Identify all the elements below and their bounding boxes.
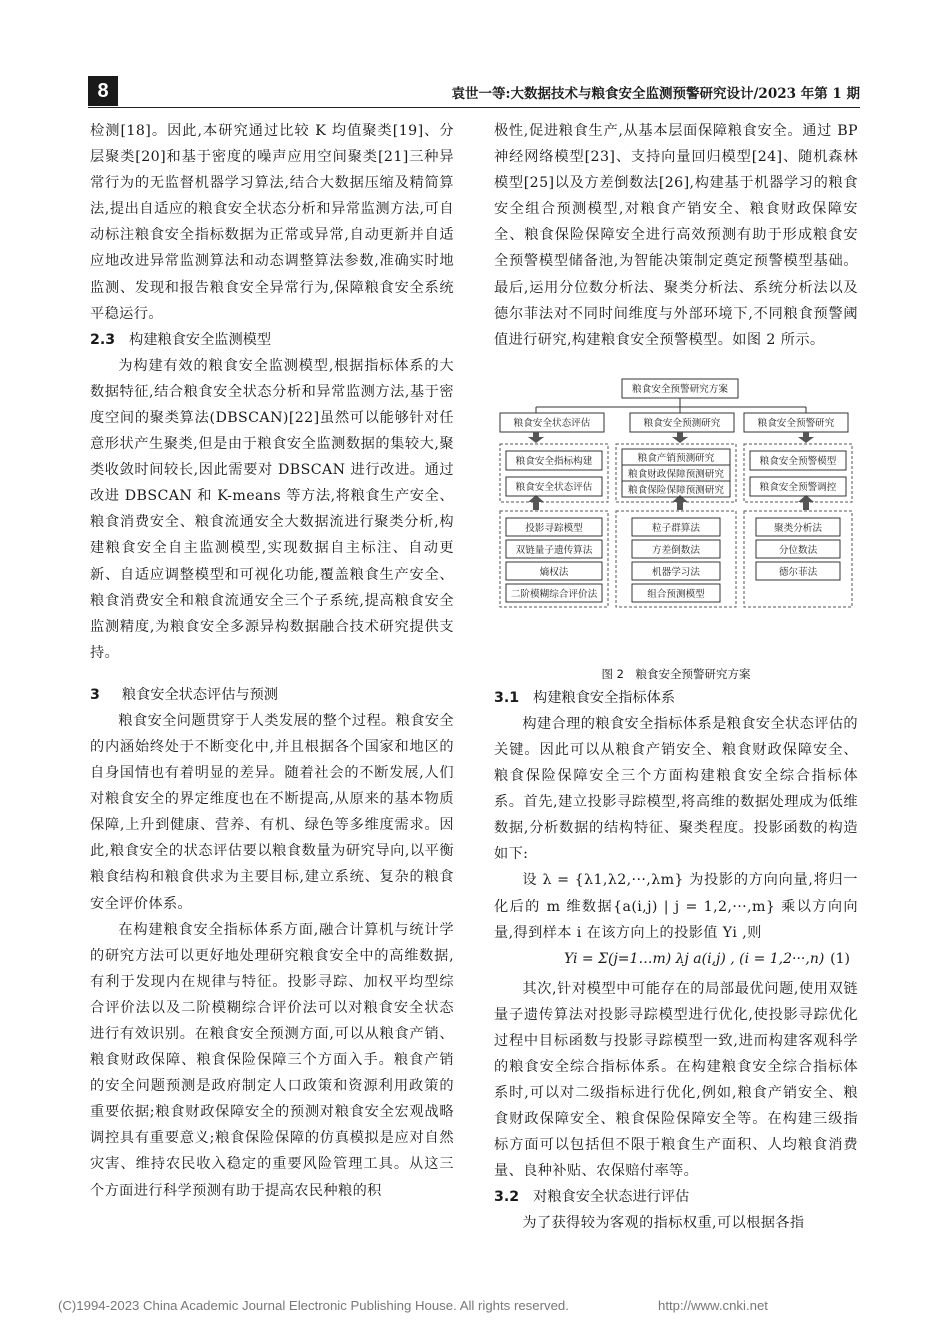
- col2-mid-item: 粮食产销预测研究: [637, 452, 715, 464]
- col1-mid-item: 粮食安全状态评估: [515, 481, 593, 493]
- paragraph: 构建合理的粮食安全指标体系是粮食安全状态评估的关键。因此可以从粮食产销安全、粮食财政保障安全、粮食保险保障安全三个方面构建粮食安全综合指标体系。首先,建立投影寻踪模型,将高维的数据处理成为低维数据,分析数据的结构特征、聚类程度。投影函数的构造如下:: [494, 715, 858, 863]
- col2-bottom-item: 机器学习法: [652, 566, 700, 578]
- root-label: 粮食安全预警研究方案: [632, 383, 728, 395]
- running-title: 袁世一等:大数据技术与粮食安全监测预警研究设计/2023 年第 1 期: [451, 86, 860, 102]
- col3-bottom-item: 聚类分析法: [774, 522, 822, 534]
- section-heading-2-3: 2.3 构建粮食安全监测模型: [90, 331, 272, 348]
- section-heading-3-1: 3.1 构建粮食安全指标体系: [494, 689, 676, 706]
- paragraph: 为构建有效的粮食安全监测模型,根据指标体系的大数据特征,结合粮食安全状态分析和异常监测方法,基于密度空间的聚类算法(DBSCAN)[22]虽然可以能够针对任意形状产生聚类,但是由于粮食安全监测数据的集较大,聚类收敛时间较长,因此需要对 DBSCAN 进行改进。通过改进 DBSCAN 和 K-means 等方法,将粮食生产安全、粮食消费安全、粮食流通安全大数据流进行聚类分析,构建粮食安全自主监测模型,实现数据自主标注、自动更新、自适应调整模型和可视化功能,覆盖粮食生产安全、粮食消费安全和粮食流通安全三个子系统,提高粮食安全监测精度,为粮食安全多源异构数据融合技术研究提供支持。: [90, 357, 454, 661]
- col1-bottom-item: 投影寻踪模型: [525, 522, 583, 534]
- col1-bottom-item: 双链量子遗传算法: [515, 544, 593, 556]
- col3-mid-item: 粮食安全预警模型: [759, 455, 837, 467]
- col2-mid-item: 粮食保险保障预测研究: [628, 484, 724, 496]
- col2-bottom-item: 粒子群算法: [652, 522, 700, 534]
- paragraph: 为了获得较为客观的指标权重,可以根据各指: [522, 1215, 805, 1232]
- equation-number: (1): [830, 950, 850, 967]
- section-heading-3-2: 3.2 对粮食安全状态进行评估: [494, 1189, 690, 1206]
- left-column: [90, 118, 454, 1204]
- col2-head: 粮食安全预测研究: [643, 417, 721, 429]
- col3-bottom-item: 德尔菲法: [778, 566, 818, 578]
- right-column: [494, 118, 858, 1237]
- col2-bottom-item: 组合预测模型: [647, 588, 705, 600]
- equation-1: [494, 946, 858, 976]
- paragraph: 检测[18]。因此,本研究通过比较 K 均值聚类[19]、分层聚类[20]和基于密度的噪声应用空间聚类[21]三种异常行为的无监督机器学习算法,结合大数据压缩及精简算法,提出自适应的粮食安全状态分析和异常监测方法,可自动标注粮食安全指标数据为正常或异常,自动更新并自适应地改进异常监测算法和动态调整算法参数,准确实时地监测、发现和报告粮食安全异常行为,保障粮食安全系统平稳运行。: [90, 123, 454, 322]
- col1-bottom-item: 二阶模糊综合评价法: [510, 588, 598, 600]
- col1-mid-item: 粮食安全指标构建: [515, 455, 593, 467]
- page-number: 8: [88, 76, 118, 106]
- footer: [58, 1298, 768, 1313]
- copyright-notice: (C)1994-2023 China Academic Journal Electronic Publishing House. All rights reserved.: [58, 1298, 569, 1313]
- col1-bottom-item: 熵权法: [539, 566, 569, 578]
- flowchart-diagram: [494, 373, 858, 665]
- paragraph: 粮食安全问题贯穿于人类发展的整个过程。粮食安全的内涵始终处于不断变化中,并且根据各个国家和地区的自身国情也有着明显的差异。随着社会的不断发展,人们对粮食安全的界定维度也在不断提高,从原来的基本物质保障,上升到健康、营养、有机、绿色等多维度需求。因此,粮食安全的状态评估要以粮食数量为研究导向,以平衡粮食结构和粮食供求为主要目标,建立系统、复杂的粮食安全评价体系。: [90, 712, 454, 912]
- header-rule: [88, 107, 860, 108]
- col2-bottom-item: 方差倒数法: [652, 544, 700, 556]
- col3-mid-item: 粮食安全预警调控: [759, 481, 837, 493]
- equation-body: Yi = Σ(j=1…m) λj a(i,j) , (i = 1,2···,n): [564, 950, 825, 967]
- col3-bottom-item: 分位数法: [778, 544, 818, 556]
- paragraph: 设 λ = {λ1,λ2,···,λm} 为投影的方向向量,将归一化后的 m 维数据{a(i,j) | j = 1,2,···,m} 乘以方向向量,得到样本 i 在该方向上的投影值 Yi ,则: [494, 872, 858, 941]
- figure-caption: 图 2 粮食安全预警研究方案: [601, 666, 751, 681]
- figure-2: [494, 373, 858, 665]
- col2-mid-item: 粮食财政保障预测研究: [628, 468, 724, 480]
- paragraph: 其次,针对模型中可能存在的局部最优问题,使用双链量子遗传算法对投影寻踪模型进行优化,使投影寻踪优化过程中目标函数与投影寻踪模型一致,进而构建客观科学的粮食安全综合指标体系。在构建粮食安全综合指标体系时,可以对二级指标进行优化,例如,粮食产销安全、粮食财政保障安全、粮食保险保障安全等。在构建三级指标方面可以包括但不限于粮食生产面积、人均粮食消费量、良种补贴、农保赔付率等。: [494, 980, 858, 1180]
- paragraph: 在构建粮食安全指标体系方面,融合计算机与统计学的研究方法可以更好地处理研究粮食安全中的高维数据,有利于发现内在规律与特征。投影寻踪、加权平均型综合评价法以及二阶模糊综合评价法可以对粮食安全状态进行有效识别。在粮食安全预测方面,可以从粮食产销、粮食财政保障、粮食保险保障三个方面入手。粮食产销的安全问题预测是政府制定人口政策和资源利用政策的重要依据;粮食财政保障安全的预测对粮食安全宏观战略调控具有重要意义;粮食保险保障的仿真模拟是应对自然灾害、维持农民收入稳定的重要风险管理工具。从这三个方面进行科学预测有助于提高农民种粮的积: [90, 921, 454, 1199]
- paragraph: 极性,促进粮食生产,从基本层面保障粮食安全。通过 BP 神经网络模型[23]、支持向量回归模型[24]、随机森林模型[25]以及方差倒数法[26],构建基于机器学习的粮食安全组合预测模型,对粮食产销安全、粮食财政保障安全、粮食保险保障安全进行高效预测有助于形成粮食安全预警模型储备池,为智能决策制定奠定预警模型基础。最后,运用分位数分析法、聚类分析法、系统分析法以及德尔菲法对不同时间维度与外部环境下,不同粮食预警阈值进行研究,构建粮食安全预警模型。如图 2 所示。: [494, 123, 858, 348]
- section-heading-3: 3 粮食安全状态评估与预测: [90, 686, 278, 703]
- col3-head: 粮食安全预警研究: [757, 417, 835, 429]
- footer-url[interactable]: http://www.cnki.net: [658, 1298, 768, 1313]
- col1-head: 粮食安全状态评估: [513, 417, 591, 429]
